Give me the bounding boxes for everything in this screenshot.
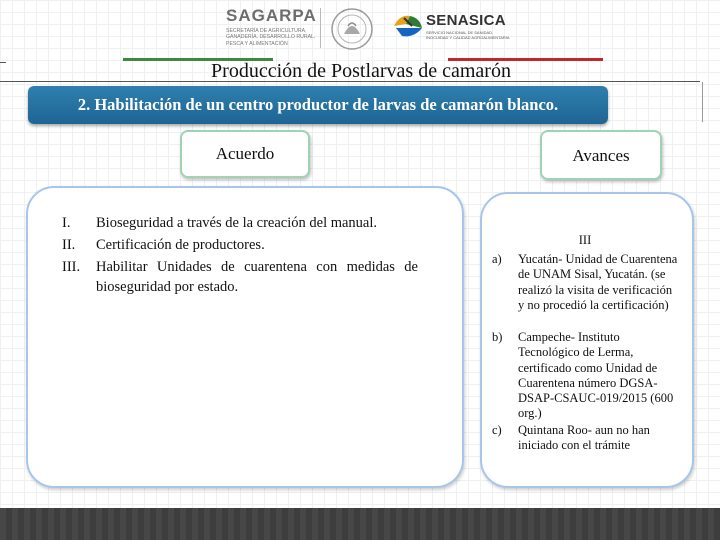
senasica-emblem-icon [392,10,424,40]
sagarpa-subtitle: SECRETARÍA DE AGRICULTURA, GANADERÍA, DESARROLLO RURAL, PESCA Y ALIMENTACIÓN [226,28,316,47]
avances-item-text: Yucatán- Unidad de Cuarentena de UNAM Sisal, Yucatán. (se realizó la visita de verificación y no procedió la certificación) [518,252,678,312]
footer-bar [0,508,720,540]
acuerdo-heading: Acuerdo [215,144,275,163]
acuerdo-item-text: Certificación de productores. [96,237,265,253]
sagarpa-logo [226,6,326,47]
page-title: Producción de Postlarvas de camarón [211,60,511,82]
sagarpa-name: SAGARPA [226,6,317,25]
acuerdo-item-number: III. [62,259,81,275]
avances-item-letter: a) [492,252,502,266]
national-seal-icon [330,6,374,52]
avances-item-letter: c) [492,423,502,437]
avances-item-text: Quintana Roo- aun no han iniciado con el trámite [518,423,650,453]
section-banner [28,86,608,124]
acuerdo-item-text: Bioseguridad a través de la creación del manual. [96,215,378,231]
acuerdo-item-number: II. [62,237,76,253]
avances-heading-box [540,130,662,180]
banner-text: 2. Habilitación de un centro productor de larvas de camarón blanco. [77,95,559,114]
acuerdo-item-text: Habilitar Unidades de cuarentena con medidas de bioseguridad por estado. [96,259,418,295]
senasica-name: SENASICA [426,12,506,29]
senasica-subtitle: SERVICIO NACIONAL DE SANIDAD, INOCUIDAD Y CALIDAD AGROALIMENTARIA [426,30,510,40]
avances-subheading: III [578,233,592,247]
acuerdo-heading-box [180,130,310,178]
avances-item-text: Campeche- Instituto Tecnológico de Lerma, certificado como Unidad de Cuarentena número DGSA-DSAP-CSAUC-019/2015 (600 org.) [518,330,674,421]
logo-divider [320,8,321,48]
avances-item-letter: b) [492,330,503,344]
senasica-logo [392,10,512,45]
header-logos [0,0,720,62]
acuerdo-item-number: I. [62,215,71,231]
right-edge-mark [702,82,719,122]
avances-heading: Avances [572,146,630,165]
